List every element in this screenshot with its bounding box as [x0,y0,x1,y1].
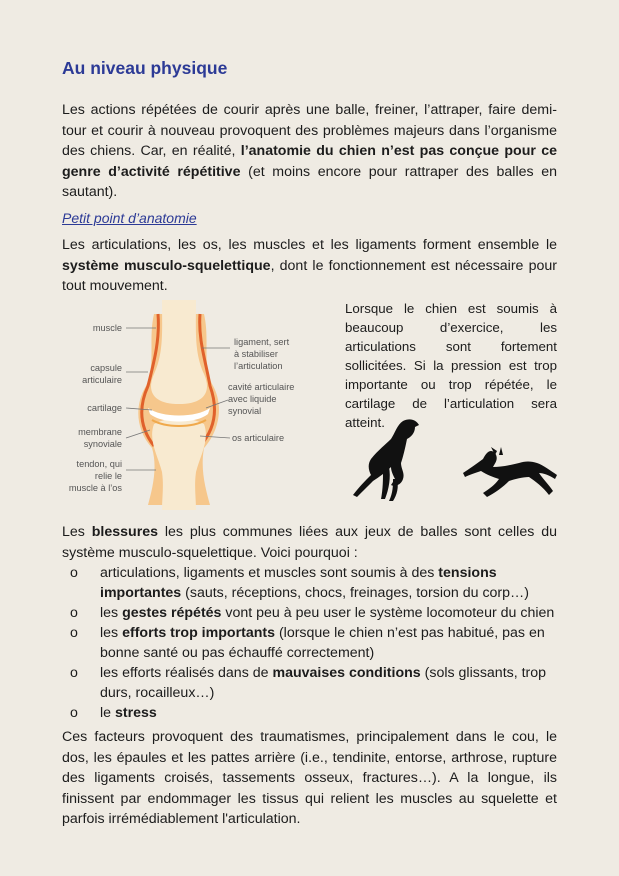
side-paragraph: Lorsque le chien est soumis à beaucoup d’exercice, les articulations sont fortement sollicitées. Si la pression est trop importante ou trop répétée, le cartilage de l’articulation sera atteint. [345,301,557,430]
intro-paragraph: Les actions répétées de courir après une balle, freiner, l’attraper, faire demi-tour et courir à nouveau provoquent des problèmes majeurs dans l’organisme des chiens. Car, en réalité, l’anatomie du chien n’est pas conçue pour ce genre d’activité répétitive (et moins encore pour rattraper des balles en sautant). [62,102,557,201]
jumping-dog-silhouette [353,419,419,501]
label-cavity-3: synovial [228,406,262,416]
dog-silhouettes-illustration [345,415,560,505]
label-tendon-3: muscle à l’os [68,483,122,493]
label-ligament-2: à stabiliser [234,349,278,359]
label-cavity-1: cavité articulaire [228,382,295,392]
label-tendon-1: tendon, qui [76,459,122,469]
intro-emphasis: l’anatomie du chien n’est pas conçue pour ce genre d’activité répétitive [62,143,557,180]
causes-list [62,563,559,723]
anatomy-paragraph: Les articulations, les os, les muscles et les ligaments forment ensemble le système musculo-squelettique, dont le fonctionnement est nécessaire pour tout mouvement. [62,237,557,295]
list-item: o le stress [70,705,157,721]
label-bone: os articulaire [232,433,285,443]
label-capsule-2: articulaire [82,375,122,385]
label-cartilage: cartilage [87,403,122,413]
label-membrane-1: membrane [78,427,122,437]
injuries-emphasis: blessures [91,524,158,540]
label-cavity-2: avec liquide [228,394,277,404]
label-capsule-1: capsule [90,363,122,373]
list-item: o les efforts trop importants (lorsque le chien n’est pas habitué, pas en bonne santé ou pas échauffé correctement) [70,625,545,661]
label-membrane-2: synoviale [83,439,122,449]
bullet-marker: o [70,665,78,681]
injuries-paragraph: Les blessures les plus communes liées aux jeux de balles sont celles du système musculo-squelettique. Voici pourquoi : [62,524,557,561]
conclusion-paragraph: Ces facteurs provoquent des traumatismes, principalement dans le cou, le dos, les épaules et les pattes arrière (i.e., tendinite, entorse, arthrose, rupture des ligaments croisés, tassements osseux, fractures…). A la longue, ils finissent par endommager les tissus qui relient les muscles au squelette et parfois irrémédiablement l'articulation. [62,729,557,828]
bullet-marker: o [70,565,78,581]
anatomy-emphasis: système musculo-squelettique [62,257,271,274]
bullet-marker: o [70,625,78,641]
label-tendon-2: relie le [94,471,122,481]
anatomy-subheading: Petit point d’anatomie [62,210,197,226]
label-ligament-1: ligament, sert [234,337,290,347]
running-dog-silhouette [463,447,557,497]
bullet-marker: o [70,605,78,621]
list-item: o les efforts réalisés dans de mauvaises conditions (sols glissants, trop durs, rocailleux…) [70,665,547,701]
list-item: o les gestes répétés vont peu à peu user le système locomoteur du chien [70,605,555,621]
label-muscle: muscle [92,323,122,333]
joint-anatomy-diagram [62,300,332,510]
list-item: o articulations, ligaments et muscles sont soumis à des tensions importantes (sauts, réceptions, chocs, freinages, torsion du corp…) [70,565,529,601]
section-heading: Au niveau physique [62,58,228,78]
label-ligament-3: l’articulation [234,361,283,371]
bullet-marker: o [70,705,78,721]
